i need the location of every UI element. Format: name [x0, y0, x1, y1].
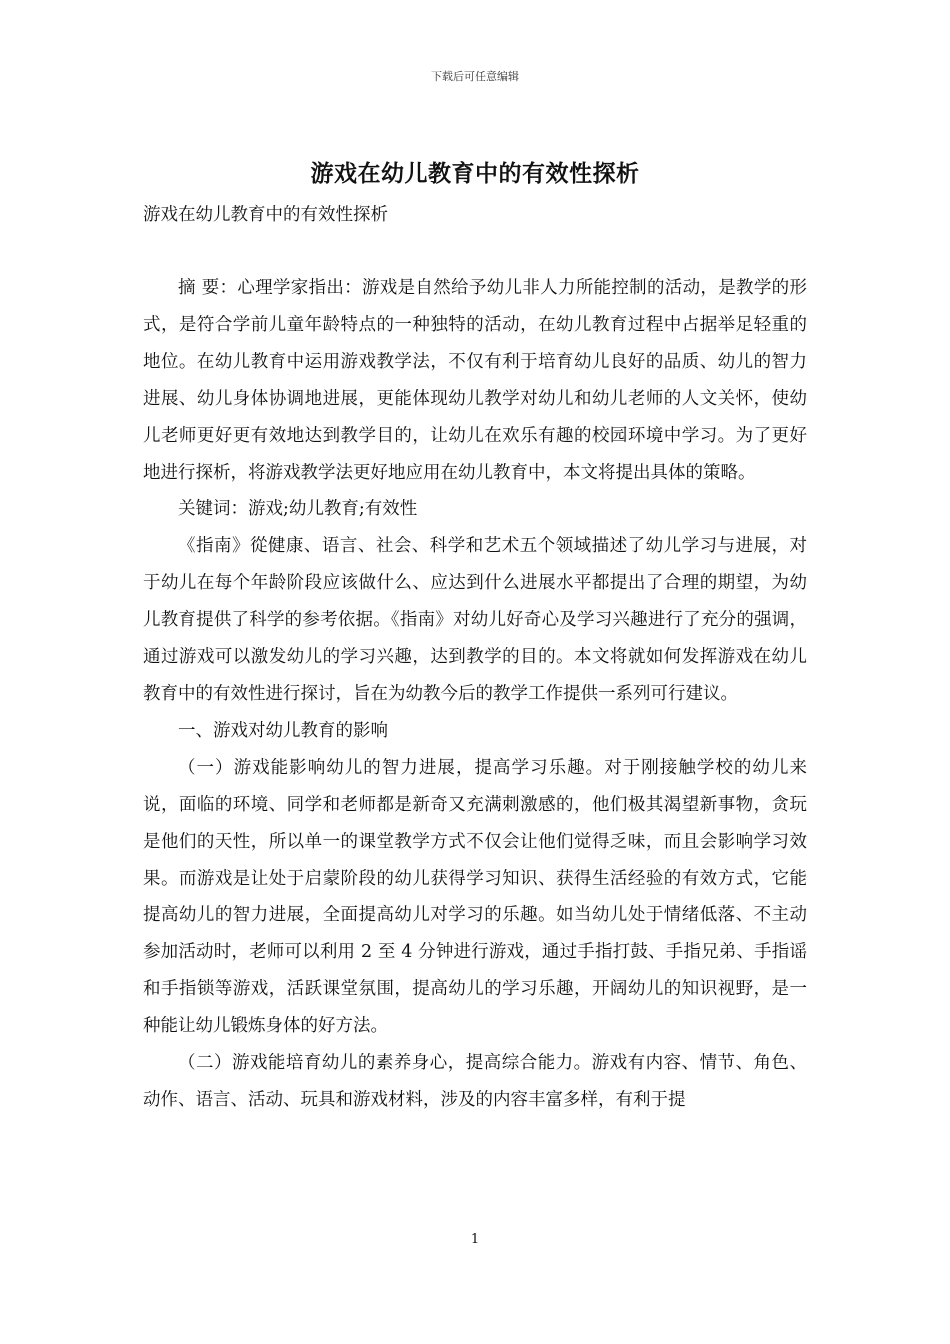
page-header-note: 下载后可任意编辑	[431, 70, 519, 83]
section-heading: 一、游戏对幼儿教育的影响	[178, 720, 388, 741]
document-subtitle: 游戏在幼儿教育中的有效性探析	[143, 205, 388, 225]
document-title: 游戏在幼儿教育中的有效性探析	[310, 160, 640, 187]
subsection-paragraph-2: （二）游戏能培育幼儿的素养身心，提高综合能力。游戏有内容、情节、角色、动作、语言、活动、玩具和游戏材料，涉及的内容丰富多样，有利于提	[143, 1053, 807, 1110]
intro-paragraph: 《指南》從健康、语言、社会、科学和艺术五个领域描述了幼儿学习与进展，对于幼儿在每个年龄阶段应该做什么、应达到什么进展水平都提出了合理的期望，为幼儿教育提供了科学的参考依据。《指南》对幼儿好奇心及学习兴趣进行了充分的强调，通过游戏可以激发幼儿的学习兴趣，达到教学的目的。本文将就如何发挥游戏在幼儿教育中的有效性进行探讨，旨在为幼教今后的教学工作提供一系列可行建议。	[143, 536, 807, 704]
page-number: 1	[470, 1232, 480, 1247]
keywords-paragraph: 关键词：游戏;幼儿教育;有效性	[178, 499, 418, 520]
subsection-paragraph-1: （一）游戏能影响幼儿的智力进展，提高学习乐趣。对于刚接触学校的幼儿来说，面临的环境、同学和老师都是新奇又充满刺激感的，他们极其渴望新事物，贪玩是他们的天性，所以单一的课堂教学方式不仅会让他们觉得乏味，而且会影响学习效果。而游戏是让处于启蒙阶段的幼儿获得学习知识、获得生活经验的有效方式，它能提高幼儿的智力进展，全面提高幼儿对学习的乐趣。如当幼儿处于情绪低落、不主动参加活动时，老师可以利用 2 至 4 分钟进行游戏，通过手指打鼓、手指兄弟、手指谣和手指锁等游戏，活跃课堂氛围，提高幼儿的学习乐趣，开阔幼儿的知识视野，是一种能让幼儿锻炼身体的好方法。	[143, 757, 807, 1037]
abstract-paragraph: 摘 要：心理学家指出：游戏是自然给予幼儿非人力所能控制的活动，是教学的形式，是符合学前儿童年龄特点的一种独特的活动，在幼儿教育过程中占据举足轻重的地位。在幼儿教育中运用游戏教学法，不仅有利于培育幼儿良好的品质、幼儿的智力进展、幼儿身体协调地进展，更能体现幼儿教学对幼儿和幼儿老师的人文关怀，使幼儿老师更好更有效地达到教学目的，让幼儿在欢乐有趣的校园环境中学习。为了更好地进行探析，将游戏教学法更好地应用在幼儿教育中，本文将提出具体的策略。	[143, 278, 807, 483]
document-body	[143, 270, 807, 1119]
